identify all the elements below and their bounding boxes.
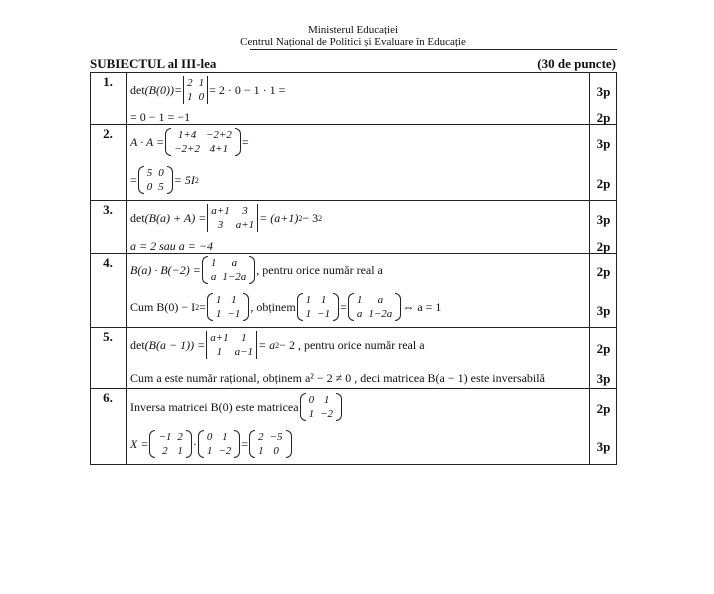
matrix: 1 1 1 −1 bbox=[207, 293, 249, 321]
expr: (B(0))= bbox=[144, 82, 183, 97]
solution-line: = 0 − 1 = −1 bbox=[130, 110, 191, 124]
ministry-heading: Ministerul Educației bbox=[307, 24, 399, 36]
solution-line: det (B(a − 1)) = a+1 1 1 a−1 = a 2 − 2 , pentru orice număr real a bbox=[130, 332, 425, 358]
header-rule bbox=[250, 49, 617, 50]
item-number: 6. bbox=[103, 390, 113, 405]
det-label: det bbox=[130, 82, 145, 97]
solution-line: Inversa matricei B(0) este matricea 0 1 1 −2 bbox=[130, 393, 343, 421]
item-number: 4. bbox=[103, 255, 113, 270]
matrix: 1 a a 1−2a bbox=[348, 293, 401, 321]
points-badge: 2p bbox=[596, 239, 611, 254]
item-number: 5. bbox=[103, 329, 113, 344]
points-badge: 2p bbox=[596, 176, 611, 191]
solution-line: a = 2 sau a = −4 bbox=[130, 239, 213, 253]
frame-num-divider bbox=[126, 72, 127, 464]
row-divider bbox=[90, 327, 617, 328]
determinant: a+1 3 3 a+1 bbox=[207, 204, 258, 232]
item-number: 3. bbox=[103, 202, 113, 217]
determinant: a+1 1 1 a−1 bbox=[206, 331, 257, 359]
solution-line: = 5 0 0 5 = 5I 2 bbox=[130, 167, 199, 193]
points-badge: 3p bbox=[596, 136, 611, 151]
points-badge: 2p bbox=[596, 264, 611, 279]
matrix: 1+4 −2+2 −2+2 4+1 bbox=[165, 128, 241, 156]
solution-line: det (B(a) + A) = a+1 3 3 a+1 = (a+1) 2 − 3 2 bbox=[130, 205, 323, 231]
solution-line: X = −1 2 2 1 · 0 1 1 −2 = 2 −5 1 0 bbox=[130, 430, 293, 458]
solution-line: A · A = 1+4 −2+2 −2+2 4+1 = bbox=[130, 129, 249, 155]
table-bottom bbox=[90, 464, 617, 465]
row-divider bbox=[90, 72, 617, 73]
points-badge: 3p bbox=[596, 303, 611, 318]
center-heading: Centrul Național de Politici și Evaluare în Educație bbox=[240, 36, 466, 48]
subject-points: (30 de puncte) bbox=[537, 56, 616, 71]
item-number: 2. bbox=[103, 126, 113, 141]
subject-title: SUBIECTUL al III-lea bbox=[90, 56, 217, 71]
matrix: 0 1 1 −2 bbox=[198, 430, 240, 458]
matrix: 2 −5 1 0 bbox=[249, 430, 291, 458]
expr: = 2 · 0 − 1 · 1 = bbox=[209, 82, 286, 97]
item-number: 1. bbox=[103, 74, 113, 89]
matrix: 1 a a 1−2a bbox=[202, 256, 255, 284]
solution-line bbox=[130, 76, 285, 104]
row-divider bbox=[90, 388, 617, 389]
points-badge: 2p bbox=[596, 401, 611, 416]
points-badge: 2p bbox=[596, 110, 611, 125]
matrix: −1 2 2 1 bbox=[149, 430, 191, 458]
points-badge: 3p bbox=[596, 371, 611, 386]
solution-line: Cum B(0) − I 2 = 1 1 1 −1 , obținem 1 1 1 −1 = 1 a a 1−2a ⇔ a = 1 bbox=[130, 294, 442, 320]
points-badge: 3p bbox=[596, 84, 611, 99]
solution-line: Cum a este număr rațional, obținem a² − 2 ≠ 0 , deci matricea B(a − 1) este inversabilă bbox=[130, 371, 545, 385]
row-divider bbox=[90, 200, 617, 201]
matrix: 5 0 0 5 bbox=[138, 166, 173, 194]
points-badge: 3p bbox=[596, 212, 611, 227]
matrix: 0 1 1 −2 bbox=[300, 393, 342, 421]
points-badge: 3p bbox=[596, 439, 611, 454]
matrix: 1 1 1 −1 bbox=[297, 293, 339, 321]
points-badge: 2p bbox=[596, 341, 611, 356]
determinant: 2 1 1 0 bbox=[183, 76, 208, 104]
solution-line: B(a) · B(−2) = 1 a a 1−2a , pentru orice număr real a bbox=[130, 257, 383, 283]
